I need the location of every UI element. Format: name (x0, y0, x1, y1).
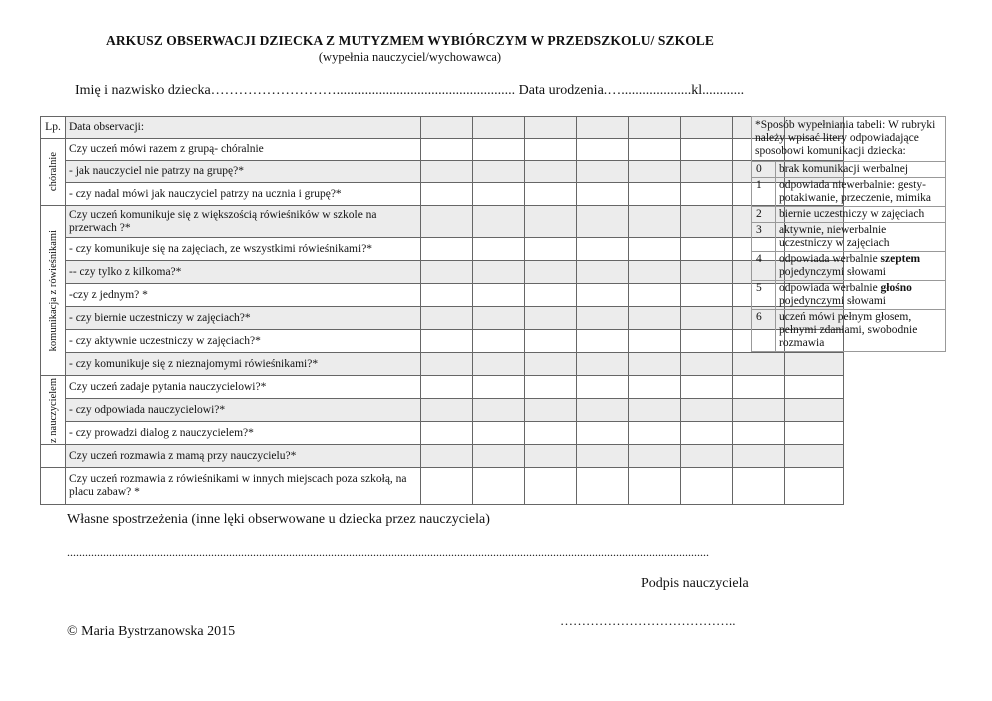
answer-cell[interactable] (577, 399, 629, 422)
observations-label: Własne spostrzeżenia (inne lęki obserwowane u dziecka przez nauczyciela) (67, 512, 490, 527)
table-row (41, 139, 844, 161)
answer-cell[interactable] (785, 468, 844, 505)
legend-item (752, 162, 946, 178)
legend-number: 1 (752, 178, 776, 207)
document-title: ARKUSZ OBSERWACJI DZIECKA Z MUTYZMEM WYBIÓRCZYM W PRZEDSZKOLU/ SZKOLE (105, 33, 715, 48)
answer-cell[interactable] (629, 468, 681, 505)
legend-text-pre: brak komunikacji werbalnej (779, 163, 909, 175)
answer-cell[interactable] (473, 307, 525, 330)
answer-cell[interactable] (473, 353, 525, 376)
question-text: Czy uczeń rozmawia z mamą przy nauczycielu?* (66, 445, 421, 468)
answer-cell[interactable] (681, 422, 733, 445)
table-row (41, 353, 844, 376)
answer-cell[interactable] (681, 307, 733, 330)
copyright: © Maria Bystrzanowska 2015 (67, 624, 236, 639)
answer-cell[interactable] (577, 422, 629, 445)
question-text: - czy prowadzi dialog z nauczycielem?* (66, 422, 421, 445)
legend-number: 5 (752, 281, 776, 310)
answer-cell[interactable] (785, 422, 844, 445)
answer-cell[interactable] (733, 376, 785, 399)
question-text: - czy nadal mówi jak nauczyciel patrzy na ucznia i grupę?* (66, 183, 421, 206)
legend-text-bold: głośno (880, 282, 912, 294)
answer-cell[interactable] (577, 353, 629, 376)
date-cell[interactable] (681, 117, 733, 139)
table-row (41, 307, 844, 330)
answer-cell[interactable] (473, 376, 525, 399)
answer-cell[interactable] (577, 284, 629, 307)
legend-header: *Sposób wypełniania tabeli: W rubryki należy wpisać litery odpowiadające sposobowi komunikacji dziecka: (752, 117, 946, 162)
answer-cell[interactable] (421, 161, 473, 183)
question-text: - czy biernie uczestniczy w zajęciach?* (66, 307, 421, 330)
legend-text-pre: uczeń mówi pełnym głosem, pełnymi zdaniami, swobodnie rozmawia (779, 311, 918, 349)
answer-cell[interactable] (681, 468, 733, 505)
legend-item (752, 207, 946, 223)
legend-description (776, 252, 946, 281)
answer-cell[interactable] (577, 330, 629, 353)
answer-cell[interactable] (577, 139, 629, 161)
legend-text-pre: odpowiada niewerbalnie: gesty- potakiwanie, przeczenie, mimika (779, 179, 931, 204)
answer-cell[interactable] (473, 139, 525, 161)
answer-cell[interactable] (577, 307, 629, 330)
observations-field[interactable]: ...................................................................................................................................................................................................................... (67, 545, 709, 559)
answer-cell[interactable] (473, 422, 525, 445)
legend-item (752, 252, 946, 281)
question-text: - czy aktywnie uczestniczy w zajęciach?* (66, 330, 421, 353)
table-row (41, 161, 844, 183)
answer-cell[interactable] (473, 206, 525, 238)
answer-cell[interactable] (421, 139, 473, 161)
answer-cell[interactable] (421, 307, 473, 330)
question-text: -czy z jednym? * (66, 284, 421, 307)
answer-cell[interactable] (681, 399, 733, 422)
answer-cell[interactable] (473, 284, 525, 307)
table-row (41, 261, 844, 284)
legend-number: 6 (752, 310, 776, 352)
date-cell[interactable] (525, 117, 577, 139)
answer-cell[interactable] (629, 353, 681, 376)
date-cell[interactable] (421, 117, 473, 139)
legend-description (776, 207, 946, 223)
answer-cell[interactable] (733, 445, 785, 468)
answer-cell[interactable] (785, 445, 844, 468)
answer-cell[interactable] (681, 183, 733, 206)
answer-cell[interactable] (629, 261, 681, 284)
answer-cell[interactable] (525, 161, 577, 183)
legend-item (752, 178, 946, 207)
group-label-rowiesnicy (41, 206, 66, 376)
legend-item (752, 223, 946, 252)
answer-cell[interactable] (525, 139, 577, 161)
legend-description (776, 281, 946, 310)
answer-cell[interactable] (629, 161, 681, 183)
answer-cell[interactable] (525, 376, 577, 399)
answer-cell[interactable] (785, 353, 844, 376)
answer-cell[interactable] (525, 307, 577, 330)
table-row (41, 330, 844, 353)
answer-cell[interactable] (681, 261, 733, 284)
table-row (41, 422, 844, 445)
answer-cell[interactable] (421, 376, 473, 399)
lp-cell (41, 468, 66, 505)
answer-cell[interactable] (629, 284, 681, 307)
answer-cell[interactable] (681, 353, 733, 376)
answer-cell[interactable] (473, 161, 525, 183)
answer-cell[interactable] (421, 330, 473, 353)
answer-cell[interactable] (577, 206, 629, 238)
answer-cell[interactable] (421, 183, 473, 206)
answer-cell[interactable] (525, 206, 577, 238)
answer-cell[interactable] (473, 183, 525, 206)
answer-cell[interactable] (473, 468, 525, 505)
answer-cell[interactable] (629, 206, 681, 238)
answer-cell[interactable] (473, 261, 525, 284)
answer-cell[interactable] (525, 422, 577, 445)
answer-cell[interactable] (525, 261, 577, 284)
answer-cell[interactable] (525, 183, 577, 206)
answer-cell[interactable] (421, 468, 473, 505)
answer-cell[interactable] (577, 468, 629, 505)
question-text: Czy uczeń komunikuje się z większością rówieśników w szkole na przerwach ?* (66, 206, 421, 238)
group-label-text: komunikacja z rówieśnikami (47, 229, 59, 352)
question-text: - jak nauczyciel nie patrzy na grupę?* (66, 161, 421, 183)
legend-text-pre: aktywnie, niewerbalnie uczestniczy w zajęciach (779, 224, 890, 249)
document-subtitle: (wypełnia nauczyciel/wychowawca) (318, 50, 502, 64)
question-text: - czy komunikuje się na zajęciach, ze wszystkimi rówieśnikami?* (66, 238, 421, 261)
answer-cell[interactable] (577, 183, 629, 206)
answer-cell[interactable] (733, 399, 785, 422)
answer-cell[interactable] (525, 445, 577, 468)
lp-header: Lp. (41, 117, 66, 139)
date-cell[interactable] (473, 117, 525, 139)
answer-cell[interactable] (525, 238, 577, 261)
answer-cell[interactable] (421, 206, 473, 238)
answer-cell[interactable] (629, 445, 681, 468)
date-header: Data observacji: (66, 117, 421, 139)
legend-description (776, 162, 946, 178)
observation-table (40, 116, 844, 505)
date-cell[interactable] (577, 117, 629, 139)
answer-cell[interactable] (473, 330, 525, 353)
answer-cell[interactable] (421, 238, 473, 261)
answer-cell[interactable] (473, 238, 525, 261)
signature-field[interactable]: ………………………………….. (560, 613, 736, 628)
answer-cell[interactable] (421, 445, 473, 468)
answer-cell[interactable] (473, 445, 525, 468)
question-text: - czy odpowiada nauczycielowi?* (66, 399, 421, 422)
question-text: Czy uczeń mówi razem z grupą- chóralnie (66, 139, 421, 161)
legend-text-post: pojedynczymi słowami (779, 266, 886, 278)
answer-cell[interactable] (525, 353, 577, 376)
legend-description (776, 178, 946, 207)
lp-cell (41, 445, 66, 468)
answer-cell[interactable] (629, 376, 681, 399)
legend-number: 3 (752, 223, 776, 252)
date-cell[interactable] (629, 117, 681, 139)
answer-cell[interactable] (577, 261, 629, 284)
answer-cell[interactable] (733, 468, 785, 505)
answer-cell[interactable] (629, 139, 681, 161)
legend-text-bold: szeptem (880, 253, 921, 265)
answer-cell[interactable] (733, 353, 785, 376)
signature-label: Podpis nauczyciela (641, 576, 749, 591)
answer-cell[interactable] (525, 284, 577, 307)
legend-text-post: pojedynczymi słowami (779, 295, 886, 307)
group-label-text: z nauczycielem (47, 377, 59, 443)
answer-cell[interactable] (681, 376, 733, 399)
legend-text-pre: biernie uczestniczy w zajęciach (779, 208, 925, 220)
answer-cell[interactable] (681, 139, 733, 161)
question-text: Czy uczeń rozmawia z rówieśnikami w innych miejscach poza szkołą, na placu zabaw? * (66, 468, 421, 505)
legend-item (752, 281, 946, 310)
answer-cell[interactable] (525, 399, 577, 422)
question-text: - czy komunikuje się z nieznajomymi rówieśnikami?* (66, 353, 421, 376)
table-row (41, 284, 844, 307)
table-row (41, 445, 844, 468)
answer-cell[interactable] (421, 399, 473, 422)
legend-description (776, 310, 946, 352)
answer-cell[interactable] (421, 261, 473, 284)
answer-cell[interactable] (681, 284, 733, 307)
legend-number: 4 (752, 252, 776, 281)
table-row (41, 183, 844, 206)
legend-description (776, 223, 946, 252)
table-row (41, 206, 844, 238)
answer-cell[interactable] (525, 468, 577, 505)
answer-cell[interactable] (681, 161, 733, 183)
legend-text-pre: odpowiada werbalnie (779, 253, 881, 265)
answer-cell[interactable] (629, 422, 681, 445)
question-text: Czy uczeń zadaje pytania nauczycielowi?* (66, 376, 421, 399)
answer-cell[interactable] (681, 238, 733, 261)
table-row (41, 399, 844, 422)
table-row (41, 376, 844, 399)
answer-cell[interactable] (421, 284, 473, 307)
answer-cell[interactable] (473, 399, 525, 422)
answer-cell[interactable] (681, 330, 733, 353)
answer-cell[interactable] (681, 206, 733, 238)
legend-text-pre: odpowiada werbalnie (779, 282, 881, 294)
legend-item (752, 310, 946, 352)
legend-table (751, 116, 946, 352)
answer-cell[interactable] (577, 445, 629, 468)
legend-number: 2 (752, 207, 776, 223)
answer-cell[interactable] (785, 399, 844, 422)
answer-cell[interactable] (577, 238, 629, 261)
answer-cell[interactable] (577, 376, 629, 399)
question-text: -- czy tylko z kilkoma?* (66, 261, 421, 284)
answer-cell[interactable] (629, 399, 681, 422)
answer-cell[interactable] (681, 445, 733, 468)
table-row (41, 468, 844, 505)
answer-cell[interactable] (421, 353, 473, 376)
answer-cell[interactable] (629, 183, 681, 206)
answer-cell[interactable] (525, 330, 577, 353)
group-label-nauczyciel (41, 376, 66, 445)
table-row (41, 238, 844, 261)
group-label-text: chóralnie (47, 152, 59, 192)
legend-number: 0 (752, 162, 776, 178)
answer-cell[interactable] (421, 422, 473, 445)
group-label-choralnie (41, 139, 66, 206)
answer-cell[interactable] (733, 422, 785, 445)
answer-cell[interactable] (629, 238, 681, 261)
answer-cell[interactable] (785, 376, 844, 399)
answer-cell[interactable] (577, 161, 629, 183)
child-name-line[interactable]: Imię i nazwisko dziecka………………………................................................... Data urodzenia.…....................kl............ (75, 83, 745, 98)
answer-cell[interactable] (629, 330, 681, 353)
answer-cell[interactable] (629, 307, 681, 330)
